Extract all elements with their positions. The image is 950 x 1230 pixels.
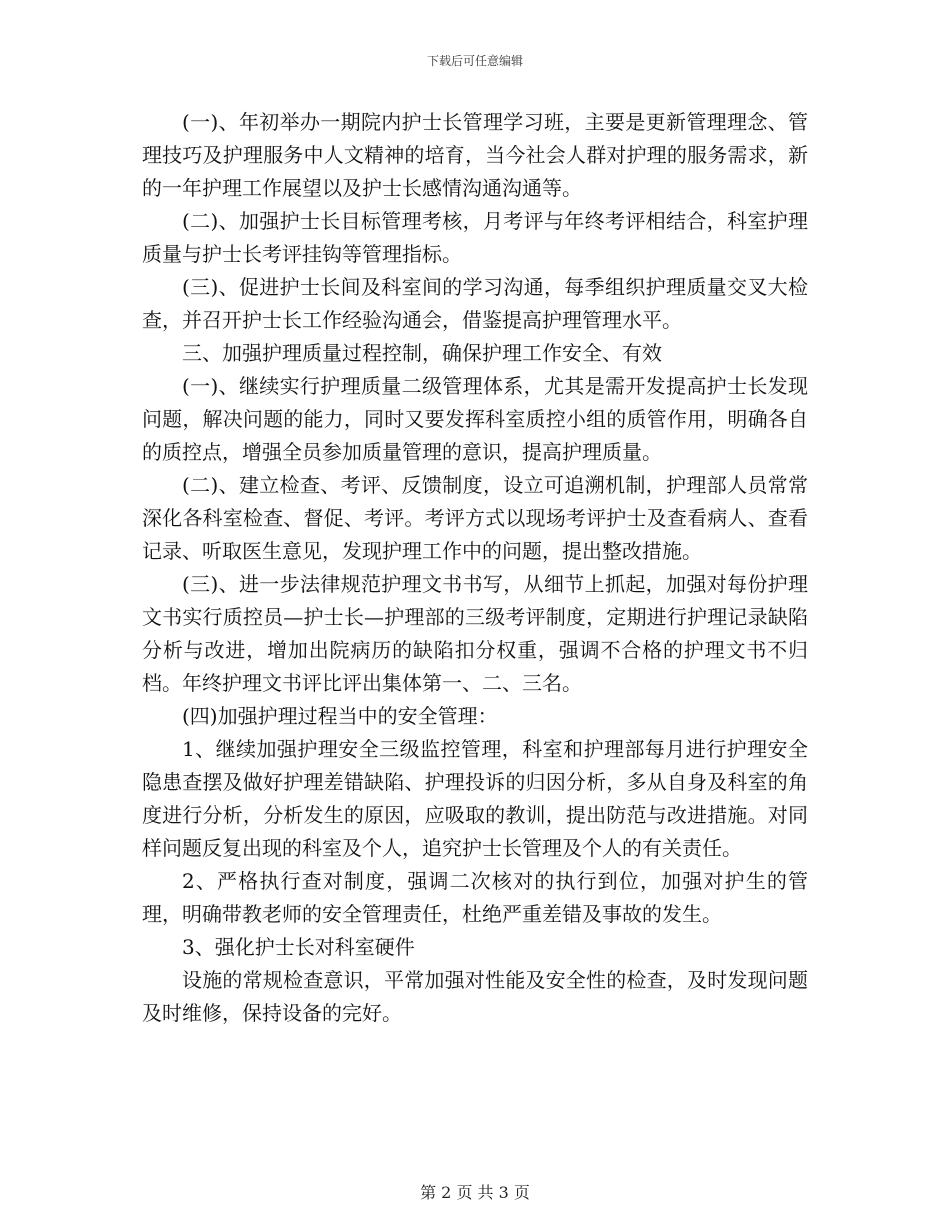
paragraph: 2、严格执行查对制度，强调二次核对的执行到位，加强对护生的管理，明确带教老师的安全管理责任，杜绝严重差错及事故的发生。: [142, 869, 808, 926]
document-body: [142, 106, 808, 1030]
subsection-heading: (四)加强护理过程当中的安全管理：: [182, 704, 498, 728]
page-header: 下载后可任意编辑: [426, 54, 523, 68]
paragraph: (一)、继续实行护理质量二级管理体系，尤其是需开发提高护士长发现问题，解决问题的能力，同时又要发挥科室质控小组的质管作用，明确各自的质控点，增强全员参加质量管理的意识，提高护理质量。: [142, 374, 808, 464]
paragraph: (三)、进一步法律规范护理文书书写，从细节上抓起，加强对每份护理文书实行质控员—护士长—护理部的三级考评制度，定期进行护理记录缺陷分析与改进，增加出院病历的缺陷扣分权重，强调不合格的护理文书不归档。年终护理文书评比评出集体第一、二、三名。: [142, 572, 808, 695]
section-heading: 三、加强护理质量过程控制，确保护理工作安全、有效: [182, 341, 662, 365]
paragraph: (三)、促进护士长间及科室间的学习沟通，每季组织护理质量交叉大检查，并召开护士长工作经验沟通会，借鉴提高护理管理水平。: [142, 275, 808, 332]
paragraph: 设施的常规检查意识，平常加强对性能及安全性的检查，及时发现问题及时维修，保持设备的完好。: [142, 968, 808, 1025]
paragraph: (二)、加强护士长目标管理考核，月考评与年终考评相结合，科室护理质量与护士长考评挂钩等管理指标。: [142, 209, 808, 266]
page-number: 第 2 页 共 3 页: [420, 1183, 530, 1202]
paragraph: 1、继续加强护理安全三级监控管理，科室和护理部每月进行护理安全隐患查摆及做好护理差错缺陷、护理投诉的归因分析，多从自身及科室的角度进行分析，分析发生的原因，应吸取的教训，提出防范与改进措施。对同样问题反复出现的科室及个人，追究护士长管理及个人的有关责任。: [142, 737, 808, 860]
paragraph: 3、强化护士长对科室硬件: [182, 935, 415, 959]
paragraph: (一)、年初举办一期院内护士长管理学习班，主要是更新管理理念、管理技巧及护理服务中人文精神的培育，当今社会人群对护理的服务需求，新的一年护理工作展望以及护士长感情沟通沟通等。: [142, 110, 808, 200]
paragraph: (二)、建立检查、考评、反馈制度，设立可追溯机制，护理部人员常常深化各科室检查、督促、考评。考评方式以现场考评护士及查看病人、查看记录、听取医生意见，发现护理工作中的问题，提出整改措施。: [142, 473, 808, 563]
